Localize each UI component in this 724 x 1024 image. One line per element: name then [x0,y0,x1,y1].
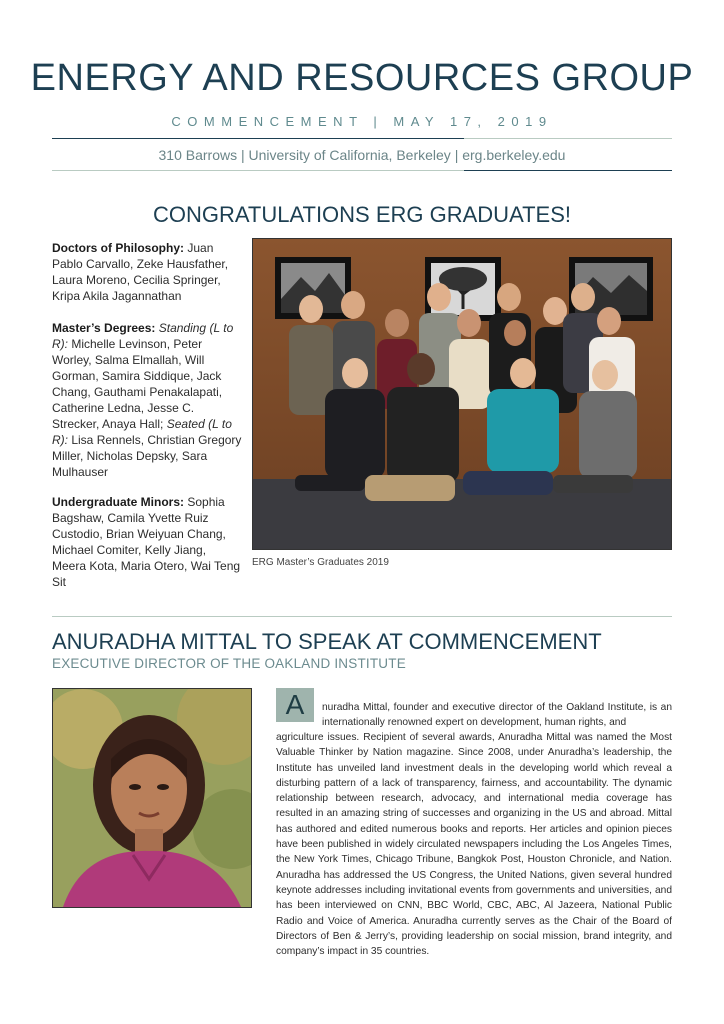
speaker-bio-intro: nuradha Mittal, founder and executive director of the Oakland Institute, is an internationally renowned expert on development, human rights, and [322,702,672,729]
speaker-bio: agriculture issues. Recipient of several awards, Anuradha Mittal was named the Most Valuable Thinker by Nation magazine. Since 2008, under Anuradha’s leadership, the Institute has unveiled land investment deals in the developing world which reveal a disturbing pattern of a lack of transparency, fairness, and accountability. The dynamic relationship between research, advocacy, and international media coverage has resulted in an amazing string of successes and organizing in the US and abroad. Mittal has authored and edited numerous books and reports. Her articles and opinion pieces have been published in widely circulated newspapers including the Los Angeles Times, the New York Times, Chicago Tribune, Bangkok Post, Houston Chronicle, and Nation. Anuradha has addressed the US Congress, the United Nations, given several hundred keynote addresses including invitational events from governments and universities, and has been interviewed on CNN, BBC World, CBC, ABC, Al Jazeera, National Public Radio and Voice of America. Anuradha currently serves as the Chair of the Board of Directors of Ben & Jerry’s, providing leadership on social mission, brand integrity, and company’s impact in 35 countries. [276,732,672,958]
rule-bottom-light [52,170,464,171]
minors-list [52,494,242,590]
photo-caption: ERG Master’s Graduates 2019 [252,557,389,568]
phd-label: Doctors of Philosophy: [52,241,184,255]
masters-label: Master’s Degrees: [52,321,156,335]
rule-bottom-dark [464,170,672,171]
speaker-portrait [52,688,252,908]
rule-top-dark [52,138,464,139]
minors-names: Sophia Bagshaw, Camila Yvette Ruiz Custodio, Brian Weiyuan Chang, Michael Comiter, Kelly Jiang, Meera Kota, Maria Otero, Wai Teng Sit [52,495,241,589]
phd-list [52,240,242,304]
drop-cap: A [276,688,314,722]
masters-list [52,320,242,480]
masters-seated-names: Lisa Rennels, Christian Gregory Miller, Nicholas Depsky, Sara Mulhauser [52,433,242,479]
page-title: ENERGY AND RESOURCES GROUP [30,57,694,99]
minors-label: Undergraduate Minors: [52,495,185,509]
address-line: 310 Barrows | University of California, Berkeley | erg.berkeley.edu [158,147,566,163]
congrats-heading: CONGRATULATIONS ERG GRADUATES! [152,202,572,227]
masters-seated-label: Seated (L to R): [52,417,232,447]
event-subtitle: COMMENCEMENT | MAY 17, 2019 [171,114,553,129]
masters-standing-names: Michelle Levinson, Peter Worley, Salma Elmallah, Will Gorman, Samira Siddique, Jack Chang, Gauthami Penakalapati, Catherine Ledna, Jesse C. Strecker, Anaya Hall; [52,337,223,431]
speaker-heading: ANURADHA MITTAL TO SPEAK AT COMMENCEMENT [52,629,602,654]
speaker-portrait-illustration [53,689,251,907]
group-photo [252,238,672,550]
section-divider [52,616,672,617]
masters-standing-label: Standing (L to R): [52,321,234,351]
phd-names: Juan Pablo Carvallo, Zeke Hausfather, Laura Moreno, Cecilia Springer, Kripa Akila Jagannathan [52,241,229,303]
speaker-subheading: EXECUTIVE DIRECTOR OF THE OAKLAND INSTITUTE [52,656,406,671]
group-photo-illustration [253,239,671,549]
rule-top-light [464,138,672,139]
